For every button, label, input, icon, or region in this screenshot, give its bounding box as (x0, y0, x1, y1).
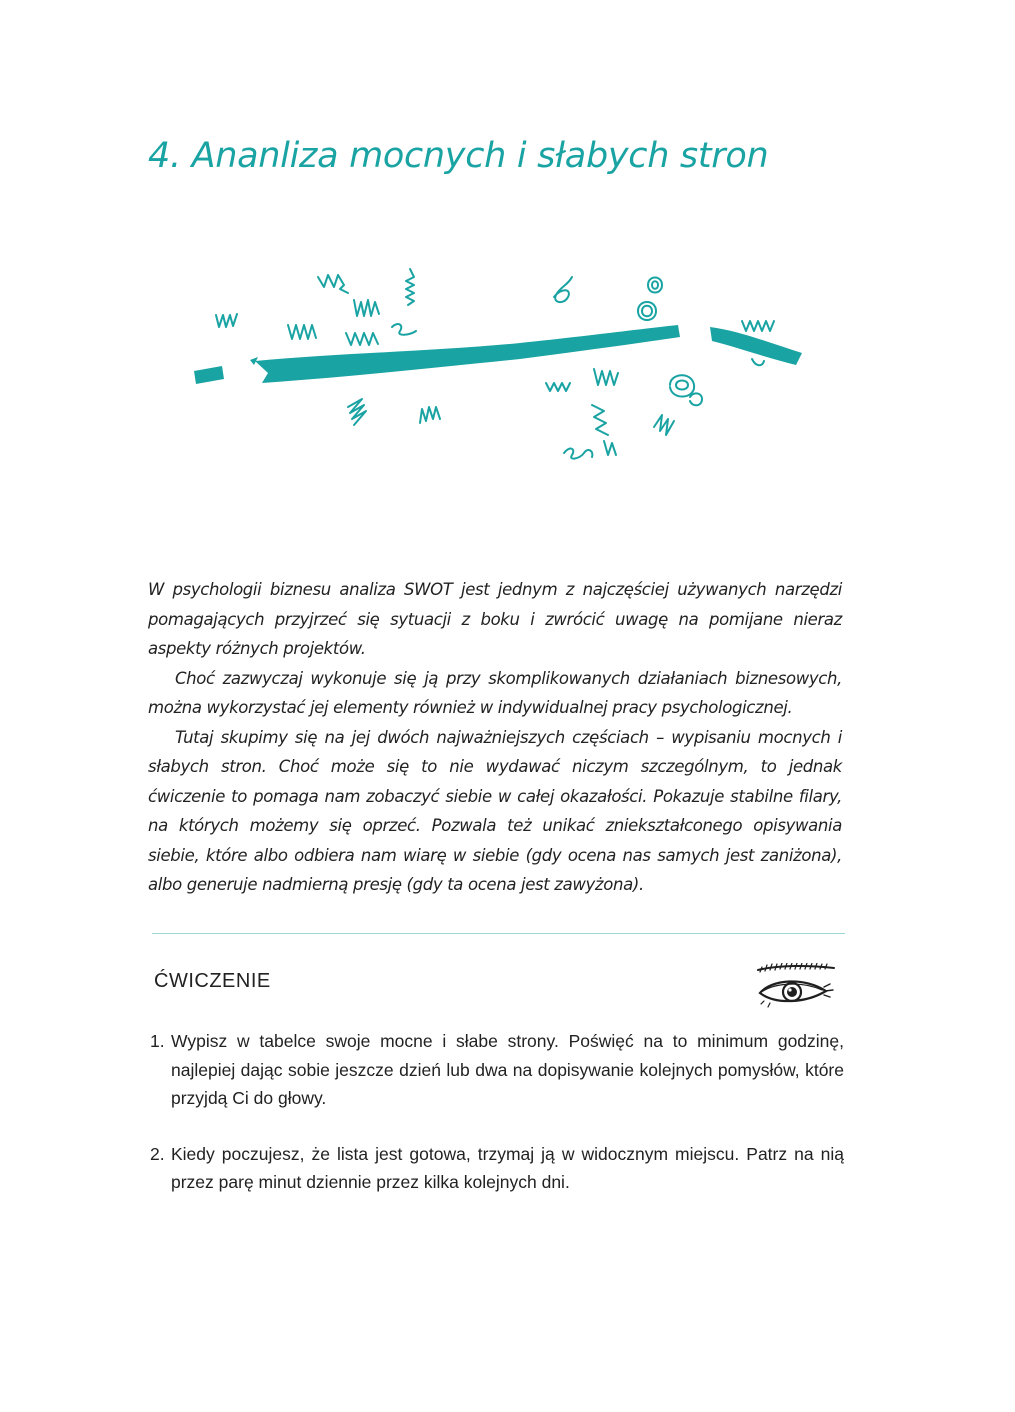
scribble-12 (638, 302, 656, 320)
list-item (150, 1027, 844, 1113)
list-item-number: 1. (150, 1031, 165, 1051)
intro-paragraph: Choć zazwyczaj wykonuje się ją przy skomplikowanych działaniach biznesowych, można wykorzystać jej elementy również w indywidualnej pracy psychologicznej. (148, 668, 842, 717)
scribble-19 (654, 415, 674, 435)
exercise-list (150, 1027, 844, 1224)
list-item (150, 1140, 844, 1197)
scribble-11 (648, 278, 662, 293)
list-item-text: Wypisz w tabelce swoje mocne i słabe strony. Poświęć na to minimum godzinę, najlepiej dając sobie jeszcze dzień lub dwa na dopisywanie kolejnych pomysłów, które przyjdą Ci do głowy. (171, 1031, 844, 1108)
scribble-10 (554, 277, 572, 302)
scribble-20 (564, 449, 592, 459)
scribble-14 (752, 359, 764, 365)
brush-stroke-right (710, 327, 802, 365)
exercise-heading: ĆWICZENIE (154, 970, 271, 992)
intro-paragraph: Tutaj skupimy się na jej dwóch najważniejszych częściach – wypisaniu mocnych i słabych stron. Choć może się to nie wydawać niczym szczególnym, to jednak ćwiczenie to pomaga nam zobaczyć siebie w całej okazałości. Pokazuje stabilne filary, na których możemy się oprzeć. Pozwala też unikać zniekształconego opisywania siebie, które albo odbiera nam wiarę w siebie (gdy ocena nas samych jest zaniżona), albo generuje nadmierną presję (gdy ta ocena jest zawyżona). (148, 727, 842, 894)
scribble-6 (406, 269, 414, 305)
section-divider (152, 933, 845, 934)
scribble-4 (354, 300, 379, 316)
scribble-16 (594, 369, 618, 385)
brush-stroke-left (194, 366, 224, 384)
scribble-3 (318, 275, 348, 293)
scribble-13 (742, 321, 774, 331)
scribble-5 (346, 333, 378, 345)
scribble-21 (670, 375, 702, 405)
scribble-17 (592, 405, 608, 435)
eye-icon (754, 963, 838, 1009)
scribble-1 (216, 314, 237, 327)
list-item-text: Kiedy poczujesz, że lista jest gotowa, trzymaj ją w widocznym miejscu. Patrz na nią przez parę minut dziennie przez kilka kolejnych dni. (171, 1143, 844, 1192)
scribble-9 (420, 407, 440, 423)
scribble-18 (604, 441, 616, 455)
page-title: 4. Ananliza mocnych i słabych stron (148, 136, 769, 176)
brush-stroke-illustration (180, 255, 820, 485)
scribble-8 (348, 399, 366, 425)
scribble-15 (546, 383, 570, 391)
list-item-number: 2. (150, 1143, 165, 1164)
scribble-2 (288, 325, 316, 339)
intro-paragraph: W psychologii biznesu analiza SWOT jest jednym z najczęściej używanych narzędzi pomagających przyjrzeć się sytuacji z boku i zwrócić uwagę na pomijane nieraz aspekty różnych projektów. (148, 580, 842, 658)
brush-stroke-main (255, 325, 680, 383)
intro-text (148, 575, 842, 900)
scribble-7 (392, 324, 416, 335)
